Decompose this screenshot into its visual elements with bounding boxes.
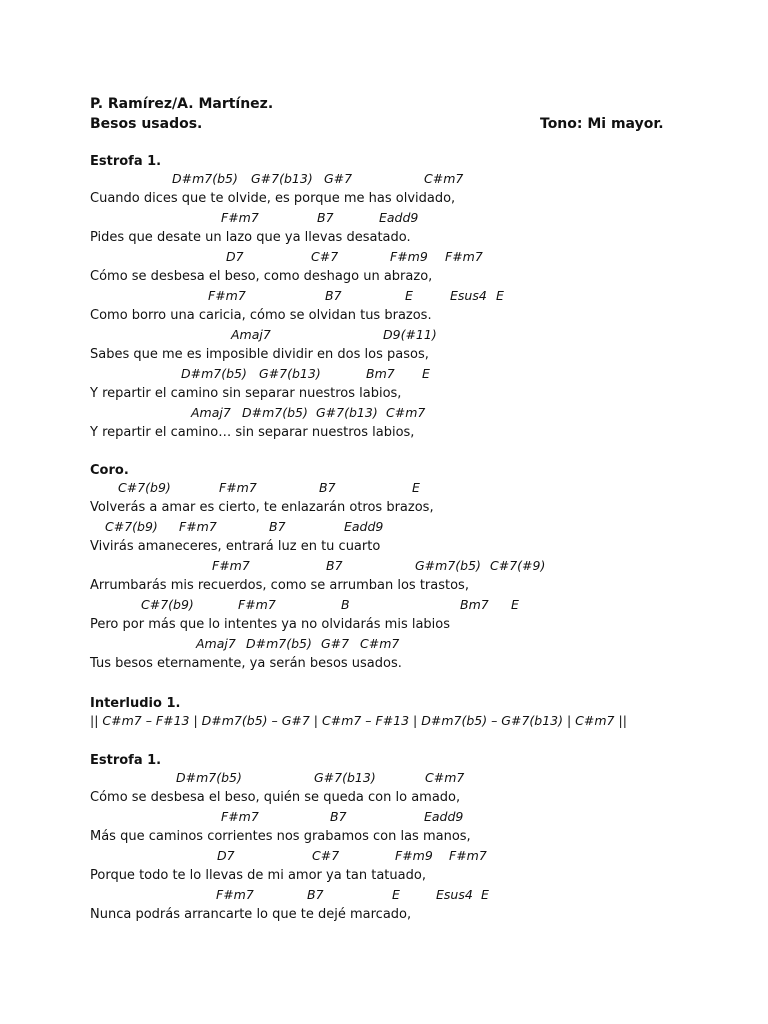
lyric-line: Cómo se desbesa el beso, como deshago un abrazo, bbox=[90, 269, 433, 284]
chord: G#7 bbox=[324, 171, 353, 186]
chord: E bbox=[481, 887, 489, 902]
chord: G#7(b13) bbox=[259, 366, 321, 381]
chord: D#m7(b5) bbox=[172, 171, 238, 186]
chorus-heading: Coro. bbox=[90, 463, 129, 478]
lyric-line: Porque todo te lo llevas de mi amor ya tan tatuado, bbox=[90, 868, 426, 883]
chord: Amaj7 bbox=[231, 327, 271, 342]
lyric-line: Y repartir el camino sin separar nuestros labios, bbox=[90, 386, 402, 401]
chord: Eadd9 bbox=[344, 519, 384, 534]
lyric-line: Como borro una caricia, cómo se olvidan tus brazos. bbox=[90, 308, 432, 323]
chord: G#7(b13) bbox=[316, 405, 378, 420]
chord: Amaj7 bbox=[191, 405, 231, 420]
chord: Eadd9 bbox=[424, 809, 464, 824]
song-title: Besos usados. bbox=[90, 116, 203, 132]
chord: C#7(b9) bbox=[118, 480, 171, 495]
chord: G#7(b13) bbox=[251, 171, 313, 186]
chord: Eadd9 bbox=[379, 210, 419, 225]
chord: B7 bbox=[325, 288, 342, 303]
chord: F#m7 bbox=[212, 558, 250, 573]
chord: Esus4 bbox=[450, 288, 487, 303]
chord: Amaj7 bbox=[196, 636, 236, 651]
chord: D#m7(b5) bbox=[246, 636, 312, 651]
chord: G#7(b13) bbox=[314, 770, 376, 785]
lyric-line: Cuando dices que te olvide, es porque me has olvidado, bbox=[90, 191, 456, 206]
chord: B7 bbox=[326, 558, 343, 573]
chord: F#m7 bbox=[238, 597, 276, 612]
chord: F#m7 bbox=[445, 249, 483, 264]
chord: F#m7 bbox=[449, 848, 487, 863]
chord: C#7(b9) bbox=[105, 519, 158, 534]
lyric-line: Arrumbarás mis recuerdos, como se arrumban los trastos, bbox=[90, 578, 469, 593]
verse2-heading: Estrofa 1. bbox=[90, 753, 162, 768]
chord: F#m7 bbox=[219, 480, 257, 495]
chord: E bbox=[422, 366, 430, 381]
chord: C#m7 bbox=[386, 405, 426, 420]
verse1-heading: Estrofa 1. bbox=[90, 154, 162, 169]
lyric-line: Pides que desate un lazo que ya llevas desatado. bbox=[90, 230, 411, 245]
chord: Bm7 bbox=[460, 597, 489, 612]
chord: B7 bbox=[317, 210, 334, 225]
lyric-line: Volverás a amar es cierto, te enlazarán otros brazos, bbox=[90, 500, 434, 515]
lyric-line: Tus besos eternamente, ya serán besos usados. bbox=[90, 656, 402, 671]
chord: F#m7 bbox=[221, 809, 259, 824]
chord: B bbox=[341, 597, 350, 612]
chord: D7 bbox=[226, 249, 244, 264]
interlude-heading: Interludio 1. bbox=[90, 696, 181, 711]
chord: E bbox=[412, 480, 420, 495]
lyric-line: Más que caminos corrientes nos grabamos con las manos, bbox=[90, 829, 471, 844]
chord: C#7 bbox=[311, 249, 339, 264]
chord: C#m7 bbox=[360, 636, 400, 651]
chord: C#m7 bbox=[425, 770, 465, 785]
chord: D#m7(b5) bbox=[181, 366, 247, 381]
chord: G#m7(b5) bbox=[415, 558, 481, 573]
chord: B7 bbox=[319, 480, 336, 495]
lyric-line: Sabes que me es imposible dividir en dos los pasos, bbox=[90, 347, 429, 362]
chord: C#m7 bbox=[424, 171, 464, 186]
chord: Esus4 bbox=[436, 887, 473, 902]
chord: C#7 bbox=[312, 848, 340, 863]
chord: B7 bbox=[307, 887, 324, 902]
song-key: Tono: Mi mayor. bbox=[540, 116, 664, 132]
chord: F#m7 bbox=[208, 288, 246, 303]
chord: F#m7 bbox=[221, 210, 259, 225]
chord: C#7(#9) bbox=[490, 558, 546, 573]
chord: D7 bbox=[217, 848, 235, 863]
chord: F#m7 bbox=[216, 887, 254, 902]
lyric-line: Y repartir el camino… sin separar nuestros labios, bbox=[90, 425, 415, 440]
chord: E bbox=[392, 887, 400, 902]
chord: G#7 bbox=[321, 636, 350, 651]
chord: Bm7 bbox=[366, 366, 395, 381]
chord: E bbox=[496, 288, 504, 303]
chord: F#m9 bbox=[390, 249, 428, 264]
chord: F#m7 bbox=[179, 519, 217, 534]
lyric-line: Vivirás amaneceres, entrará luz en tu cuarto bbox=[90, 539, 381, 554]
authors-line: P. Ramírez/A. Martínez. bbox=[90, 96, 274, 112]
chord: F#m9 bbox=[395, 848, 433, 863]
chord: C#7(b9) bbox=[141, 597, 194, 612]
interlude-chord-line: || C#m7 – F#13 | D#m7(b5) – G#7 | C#m7 – F#13 | D#m7(b5) – G#7(b13) | C#m7 || bbox=[90, 713, 627, 728]
chord: E bbox=[511, 597, 519, 612]
chord: B7 bbox=[269, 519, 286, 534]
lyric-line: Cómo se desbesa el beso, quién se queda con lo amado, bbox=[90, 790, 461, 805]
chord: B7 bbox=[330, 809, 347, 824]
chord: D9(#11) bbox=[383, 327, 437, 342]
lyric-line: Nunca podrás arrancarte lo que te dejé marcado, bbox=[90, 907, 412, 922]
chord: D#m7(b5) bbox=[176, 770, 242, 785]
chord: E bbox=[405, 288, 413, 303]
chord: D#m7(b5) bbox=[242, 405, 308, 420]
lyric-line: Pero por más que lo intentes ya no olvidarás mis labios bbox=[90, 617, 451, 632]
